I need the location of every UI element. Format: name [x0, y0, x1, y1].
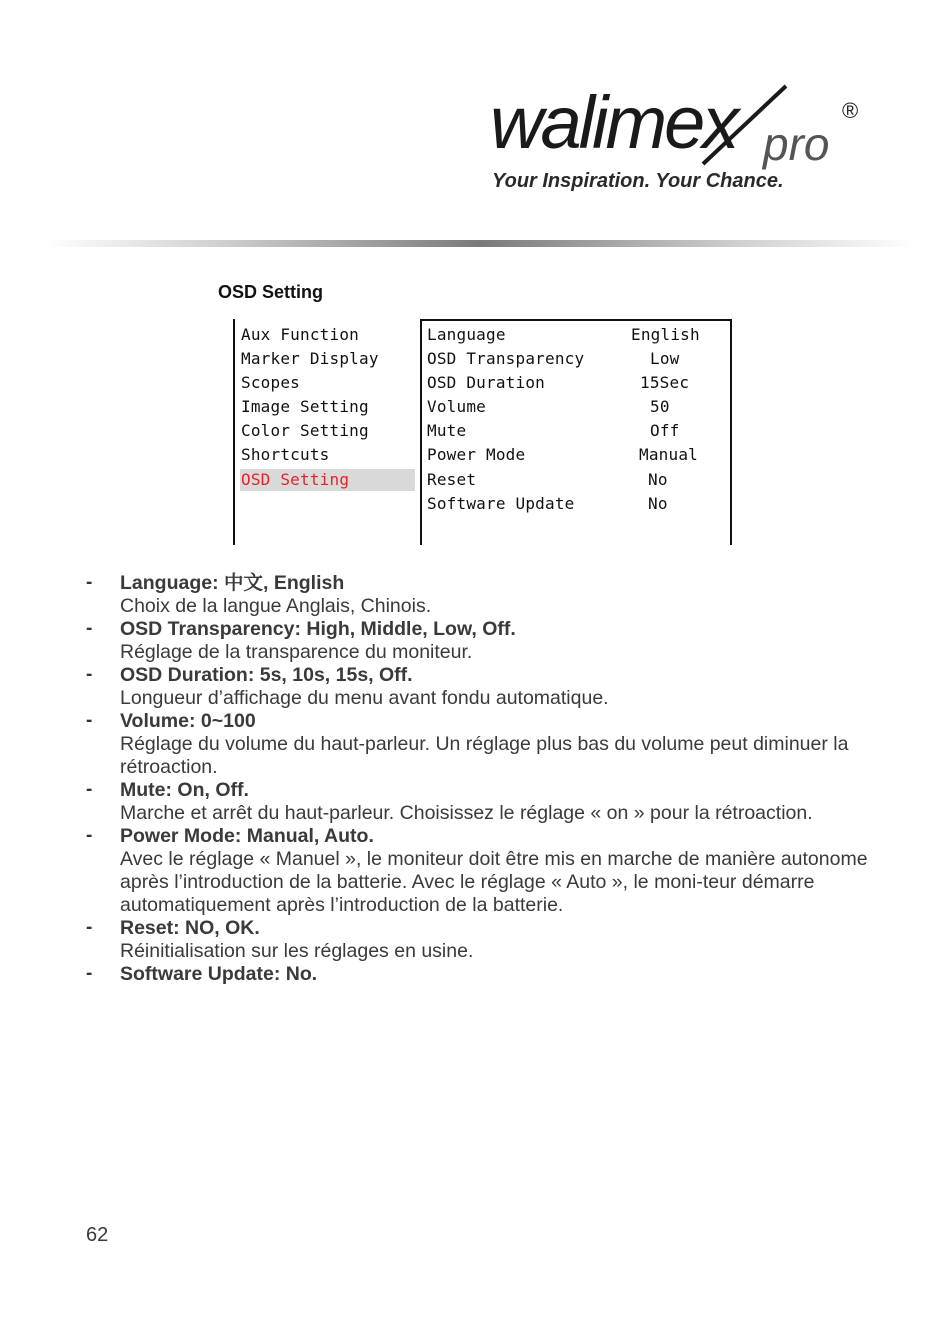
tagline: Your Inspiration. Your Chance. — [492, 170, 784, 192]
list-item — [86, 710, 886, 779]
list-item — [86, 779, 886, 825]
list-item — [86, 963, 886, 986]
page-number: 62 — [86, 1224, 109, 1246]
section-title: OSD Setting — [218, 282, 324, 302]
osd-setting-value: 15Sec — [640, 373, 690, 392]
item-heading: Mute: On, Off. — [120, 779, 249, 801]
osd-border-left — [233, 319, 235, 545]
walimex-logo-icon — [488, 82, 878, 172]
osd-menu-item-shortcuts[interactable]: Shortcuts — [241, 445, 330, 464]
item-description: Choix de la langue Anglais, Chinois. — [120, 595, 432, 617]
logo-suffix: pro — [763, 118, 830, 170]
osd-setting-label[interactable]: Power Mode — [427, 445, 526, 464]
osd-menu-item-color-setting[interactable]: Color Setting — [241, 421, 369, 440]
osd-menu-item-osd-setting[interactable]: OSD Setting — [241, 470, 350, 489]
osd-setting-label[interactable]: Software Update — [427, 494, 575, 513]
osd-border-right — [730, 319, 732, 545]
osd-setting-label[interactable]: OSD Duration — [427, 373, 545, 392]
osd-setting-value: 50 — [650, 397, 670, 416]
osd-menu-item-scopes[interactable]: Scopes — [241, 373, 300, 392]
list-item — [86, 572, 886, 618]
osd-setting-label[interactable]: Mute — [427, 421, 467, 440]
list-item — [86, 664, 886, 710]
item-heading: OSD Transparency: High, Middle, Low, Off. — [120, 618, 516, 640]
list-item — [86, 618, 886, 664]
item-heading: OSD Duration: 5s, 10s, 15s, Off. — [120, 664, 413, 686]
osd-setting-label[interactable]: Reset — [427, 470, 477, 489]
osd-setting-value: Low — [650, 349, 680, 368]
item-heading: Language: 中文, English — [120, 572, 345, 594]
brand-logo — [488, 82, 878, 202]
osd-menu-item-aux-function[interactable]: Aux Function — [241, 325, 359, 344]
osd-setting-value: Manual — [639, 445, 698, 464]
osd-menu-box — [233, 319, 732, 545]
registered-mark: ® — [842, 98, 859, 123]
bullet-dash: - — [86, 664, 93, 685]
osd-border-top — [420, 319, 732, 321]
item-description: Longueur d’affichage du menu avant fondu automatique. — [120, 687, 609, 709]
osd-setting-label[interactable]: Volume — [427, 397, 486, 416]
item-heading: Software Update: No. — [120, 963, 318, 985]
bullet-dash: - — [86, 825, 93, 846]
bullet-dash: - — [86, 963, 93, 984]
settings-description-list — [86, 572, 886, 986]
item-description: Avec le réglage « Manuel », le moniteur doit être mis en marche de manière autonome après l’introduction de la batterie. Avec le réglage « Auto », le moni-teur démarre automatiquement après l’introduction de la batterie. — [120, 848, 868, 916]
osd-setting-value: No — [648, 494, 668, 513]
header-divider — [45, 240, 915, 247]
item-heading: Reset: NO, OK. — [120, 917, 260, 939]
list-item — [86, 917, 886, 963]
item-heading: Volume: 0~100 — [120, 710, 256, 732]
osd-menu-item-marker-display[interactable]: Marker Display — [241, 349, 379, 368]
bullet-dash: - — [86, 618, 93, 639]
logo-wordmark: walimex — [490, 81, 737, 164]
osd-setting-label[interactable]: OSD Transparency — [427, 349, 585, 368]
bullet-dash: - — [86, 779, 93, 800]
osd-column-divider — [420, 319, 422, 545]
bullet-dash: - — [86, 572, 93, 593]
item-description: Réglage de la transparence du moniteur. — [120, 641, 473, 663]
bullet-dash: - — [86, 917, 93, 938]
bullet-dash: - — [86, 710, 93, 731]
osd-setting-value: Off — [650, 421, 680, 440]
osd-menu-item-image-setting[interactable]: Image Setting — [241, 397, 369, 416]
list-item — [86, 825, 886, 917]
osd-setting-value: No — [648, 470, 668, 489]
item-description: Réglage du volume du haut-parleur. Un réglage plus bas du volume peut diminuer la rétroaction. — [120, 733, 849, 778]
item-heading: Power Mode: Manual, Auto. — [120, 825, 374, 847]
item-description: Marche et arrêt du haut-parleur. Choisissez le réglage « on » pour la rétroaction. — [120, 802, 813, 824]
item-description: Réinitialisation sur les réglages en usine. — [120, 940, 474, 962]
osd-setting-value: English — [631, 325, 700, 344]
osd-setting-label[interactable]: Language — [427, 325, 506, 344]
